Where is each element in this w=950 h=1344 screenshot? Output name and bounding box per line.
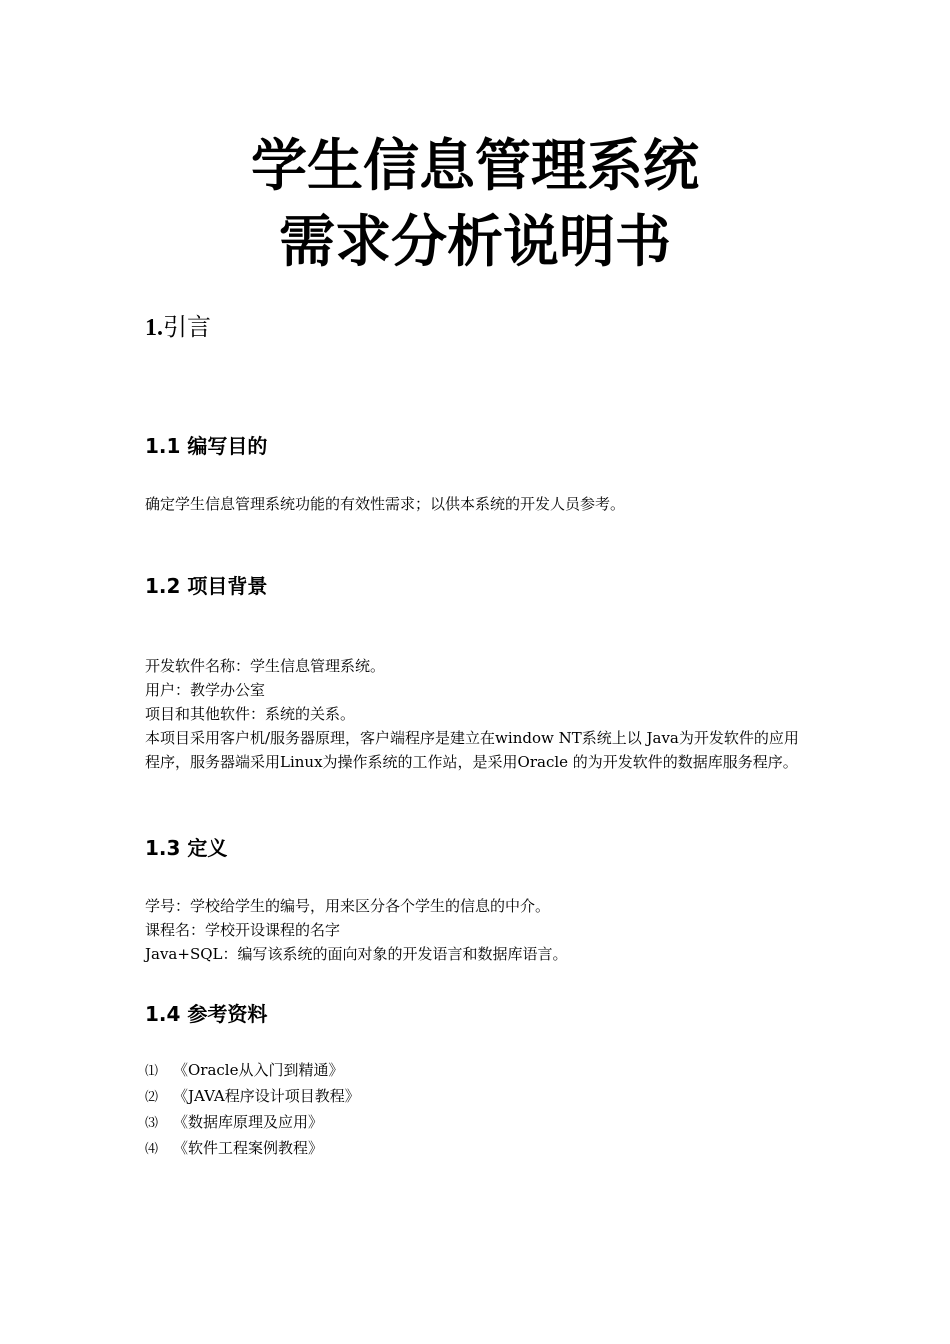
section-1-2-text xyxy=(145,654,810,774)
reference-number: ⑴ xyxy=(145,1064,159,1079)
reference-number: ⑶ xyxy=(145,1116,159,1131)
reference-title: 《Oracle从入门到精通》 xyxy=(173,1061,344,1079)
document-title-line1: 学生信息管理系统 xyxy=(251,134,699,199)
reference-title: 《数据库原理及应用》 xyxy=(173,1113,324,1131)
section-1-heading xyxy=(145,310,211,345)
section-1-3-heading: 1.3 定义 xyxy=(145,836,228,860)
reference-title: 《软件工程案例教程》 xyxy=(173,1139,324,1157)
section-1-title: 引言 xyxy=(163,313,211,341)
section-1-1-text xyxy=(145,492,810,516)
section-1-1-heading: 1.1 编写目的 xyxy=(145,434,268,458)
definition-student-id: 学号：学校给学生的编号，用来区分各个学生的信息的中介。 xyxy=(145,897,551,915)
reference-number: ⑷ xyxy=(145,1142,159,1157)
document-title-line2: 需求分析说明书 xyxy=(279,210,671,275)
section-1-4-heading: 1.4 参考资料 xyxy=(145,1002,268,1026)
reference-list xyxy=(145,1058,810,1162)
background-line-user: 用户：教学办公室 xyxy=(145,681,266,699)
section-1-3-text xyxy=(145,894,810,966)
section-1-number: 1. xyxy=(145,315,163,341)
reference-item xyxy=(145,1058,810,1084)
background-line-relation: 项目和其他软件：系统的关系。 xyxy=(145,705,356,723)
reference-item xyxy=(145,1136,810,1162)
reference-item xyxy=(145,1110,810,1136)
background-line-architecture: 本项目采用客户机/服务器原理，客户端程序是建立在window NT系统上以 Java为开发软件的应用程序，服务器端采用Linux为操作系统的工作站，是采用Oracle 的为开发软件的数据库服务程序。 xyxy=(145,729,799,771)
section-1-1-line: 确定学生信息管理系统功能的有效性需求；以供本系统的开发人员参考。 xyxy=(145,495,626,513)
definition-java-sql: Java+SQL：编写该系统的面向对象的开发语言和数据库语言。 xyxy=(145,945,568,963)
reference-number: ⑵ xyxy=(145,1090,159,1105)
section-1-2-heading: 1.2 项目背景 xyxy=(145,574,268,598)
reference-item xyxy=(145,1084,810,1110)
reference-title: 《JAVA程序设计项目教程》 xyxy=(173,1087,360,1105)
definition-course-name: 课程名：学校开设课程的名字 xyxy=(145,921,341,939)
background-line-software-name: 开发软件名称：学生信息管理系统。 xyxy=(145,657,386,675)
